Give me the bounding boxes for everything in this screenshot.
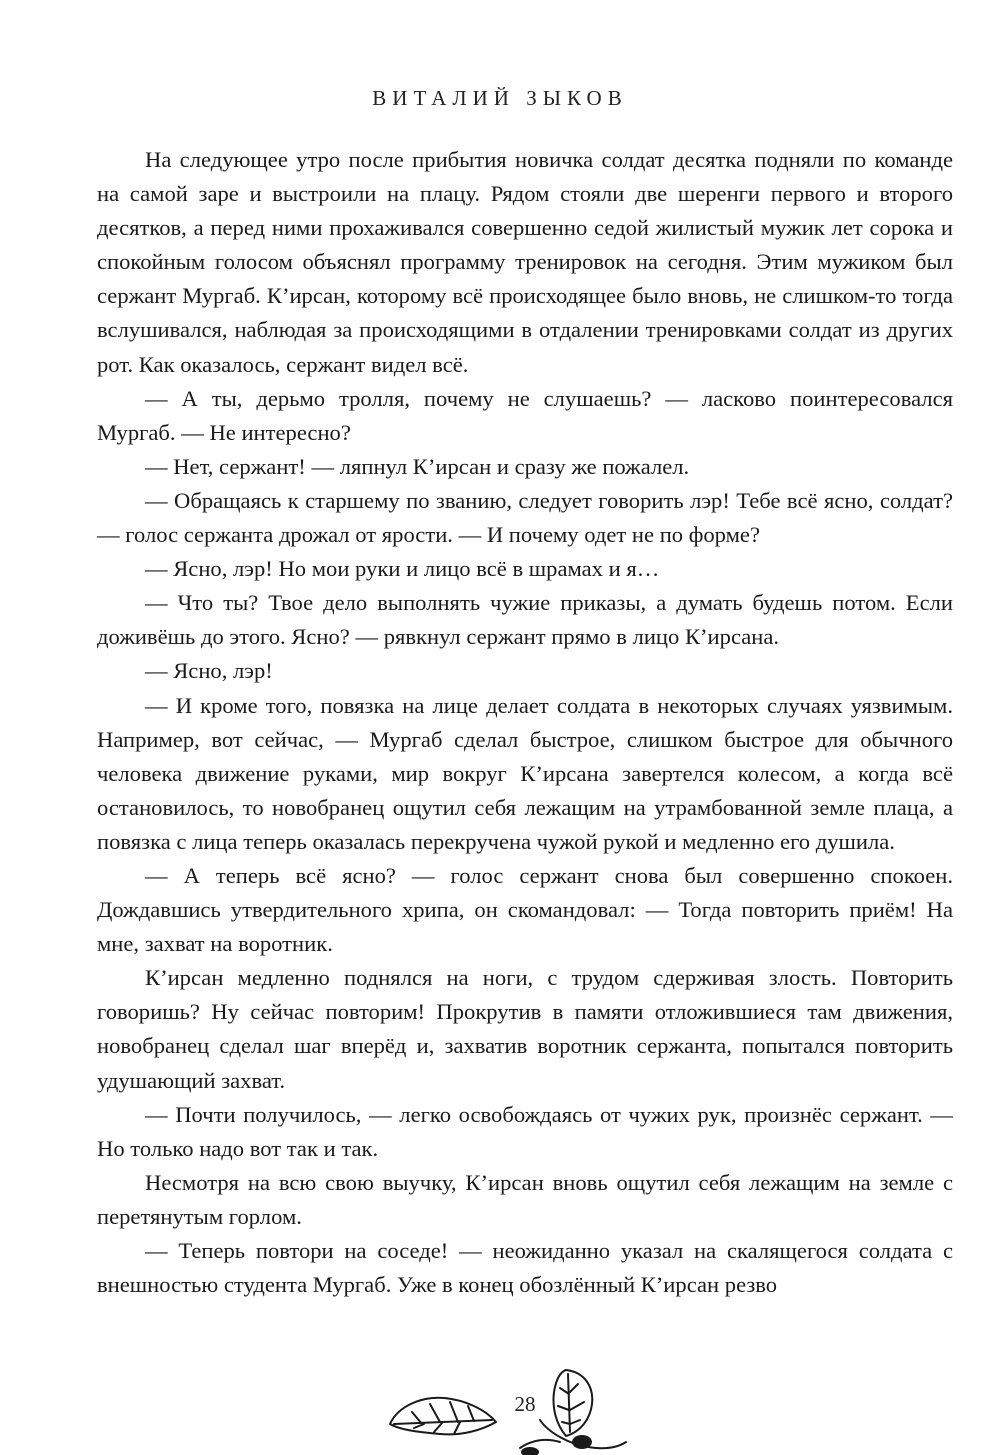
page-number: 28 xyxy=(514,1392,536,1416)
paragraph: — А ты, дерьмо тролля, почему не слушаешь? — ласково поинтересовался Мургаб. — Не интересно? xyxy=(97,385,953,445)
paragraph: — Теперь повтори на соседе! — неожиданно указал на скалящегося солдата с внешностью студента Мургаб. Уже в конец обозлённый К’ирсан резво xyxy=(97,1238,953,1298)
paragraph: На следующее утро после прибытия новичка солдат десятка подняли по команде на самой заре и выстроили на плацу. Рядом стояли две шеренги первого и второго десятков, а перед ними прохаживался совершенно седой жилистый мужик лет сорока и спокойным голосом объяснял программу тренировок на сегодня. Этим мужиком был сержант Мургаб. К’ирсан, которому всё происходящее было вновь, не слишком-то тогда вслушивался, наблюдая за происходящими в отдалении тренировками солдат из других рот. Как оказалось, сержант видел всё. xyxy=(97,147,953,377)
paragraph: — Почти получилось, — легко освобождаясь от чужих рук, произнёс сержант. — Но только надо вот так и так. xyxy=(97,1101,953,1161)
paragraph: — Нет, сержант! — ляпнул К’ирсан и сразу же пожалел. xyxy=(145,453,690,479)
paragraph: — Ясно, лэр! Но мои руки и лицо всё в шрамах и я… xyxy=(145,556,660,582)
paragraph: — А теперь всё ясно? — голос сержант снова был совершенно спокоен. Дождавшись утвердительного хрипа, он скомандовал: — Тогда повторить приём! На мне, захват на воротник. xyxy=(97,862,953,957)
paragraph: — И кроме того, повязка на лице делает солдата в некоторых случаях уязвимым. Например, вот сейчас, — Мургаб сделал быстрое, слишком быстрое для обычного человека движение руками, мир вокруг К’ирсана завертелся колесом, а когда всё остановилось, то новобранец ощутил себя лежащим на утрамбованной земле плаца, а повязка с лица теперь оказалась перекручена чужой рукой и медленно его душила. xyxy=(97,692,953,854)
paragraph: — Обращаясь к старшему по званию, следует говорить лэр! Тебе всё ясно, солдат? — голос сержанта дрожал от ярости. — И почему одет не по форме? xyxy=(97,487,953,548)
page-body xyxy=(97,143,953,1302)
paragraph: К’ирсан медленно поднялся на ноги, с трудом сдерживая злость. Повторить говоришь? Ну сейчас повторим! Прокрутив в памяти отложившиеся там движения, новобранец сделал шаг вперёд и, захватив воротник сержанта, попытался повторить удушающий захват. xyxy=(97,965,953,1093)
running-title: ВИТАЛИЙ ЗЫКОВ xyxy=(372,86,628,110)
paragraph: — Ясно, лэр! xyxy=(145,658,273,684)
paragraph: — Что ты? Твое дело выполнять чужие приказы, а думать будешь потом. Если доживёшь до этого. Ясно? — рявкнул сержант прямо в лицо К’ирсана. xyxy=(97,590,953,650)
paragraph: Несмотря на всю свою выучку, К’ирсан вновь ощутил себя лежащим на земле с перетянутым горлом. xyxy=(97,1169,953,1229)
